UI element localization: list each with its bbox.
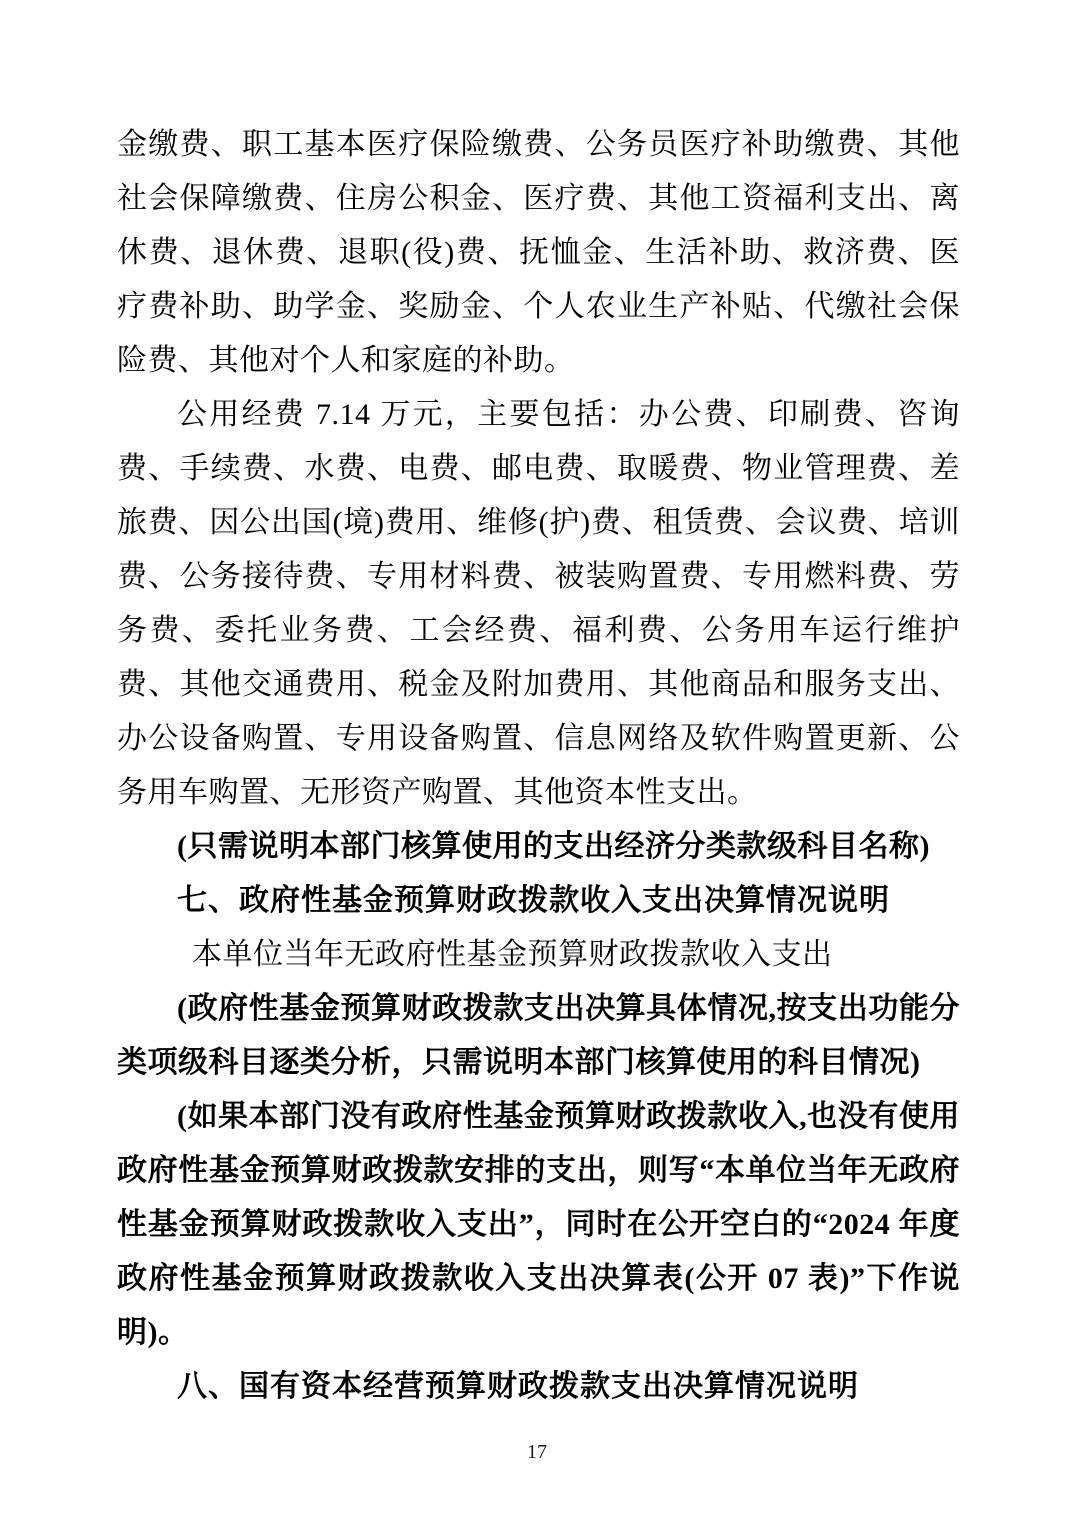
paragraph-note-gov-fund-detail: (政府性基金预算财政拨款支出决算具体情况,按支出功能分类项级科目逐类分析，只需说明本部门核算使用的科目情况) (117, 992, 960, 1079)
paragraph-personal-family-subsidy-items: 金缴费、职工基本医疗保险缴费、公务员医疗补助缴费、其他社会保障缴费、住房公积金、医疗费、其他工资福利支出、离休费、退休费、退职(役)费、抚恤金、生活补助、救济费、医疗费补助、助学金、奖励金、个人农业生产补贴、代缴社会保险费、其他对个人和家庭的补助。 (117, 128, 960, 377)
paragraph-no-gov-fund-statement: 本单位当年无政府性基金预算财政拨款收入支出 (192, 938, 833, 971)
document-body (117, 118, 960, 1414)
heading-section-seven-gov-fund-budget: 七、政府性基金预算财政拨款收入支出决算情况说明 (177, 884, 890, 917)
paragraph-note-economic-classification: (只需说明本部门核算使用的支出经济分类款级科目名称) (177, 830, 930, 863)
paragraph-public-operating-expenses: 公用经费 7.14 万元，主要包括：办公费、印刷费、咨询费、手续费、水费、电费、邮电费、取暖费、物业管理费、差旅费、因公出国(境)费用、维修(护)费、租赁费、会议费、培训费、公务接待费、专用材料费、被装购置费、专用燃料费、劳务费、委托业务费、工会经费、福利费、公务用车运行维护费、其他交通费用、税金及附加费用、其他商品和服务支出、办公设备购置、专用设备购置、信息网络及软件购置更新、公务用车购置、无形资产购置、其他资本性支出。 (117, 398, 960, 809)
paragraph-note-gov-fund-blank-table: (如果本部门没有政府性基金预算财政拨款收入,也没有使用政府性基金预算财政拨款安排的支出，则写“本单位当年无政府性基金预算财政拨款收入支出”，同时在公开空白的“2024 年度政府性基金预算财政拨款收入支出决算表(公开 07 表)”下作说明)。 (117, 1100, 960, 1349)
page-number: 17 (527, 1441, 547, 1463)
heading-section-eight-state-capital-budget: 八、国有资本经营预算财政拨款支出决算情况说明 (177, 1370, 859, 1403)
page-footer (0, 1440, 1074, 1464)
